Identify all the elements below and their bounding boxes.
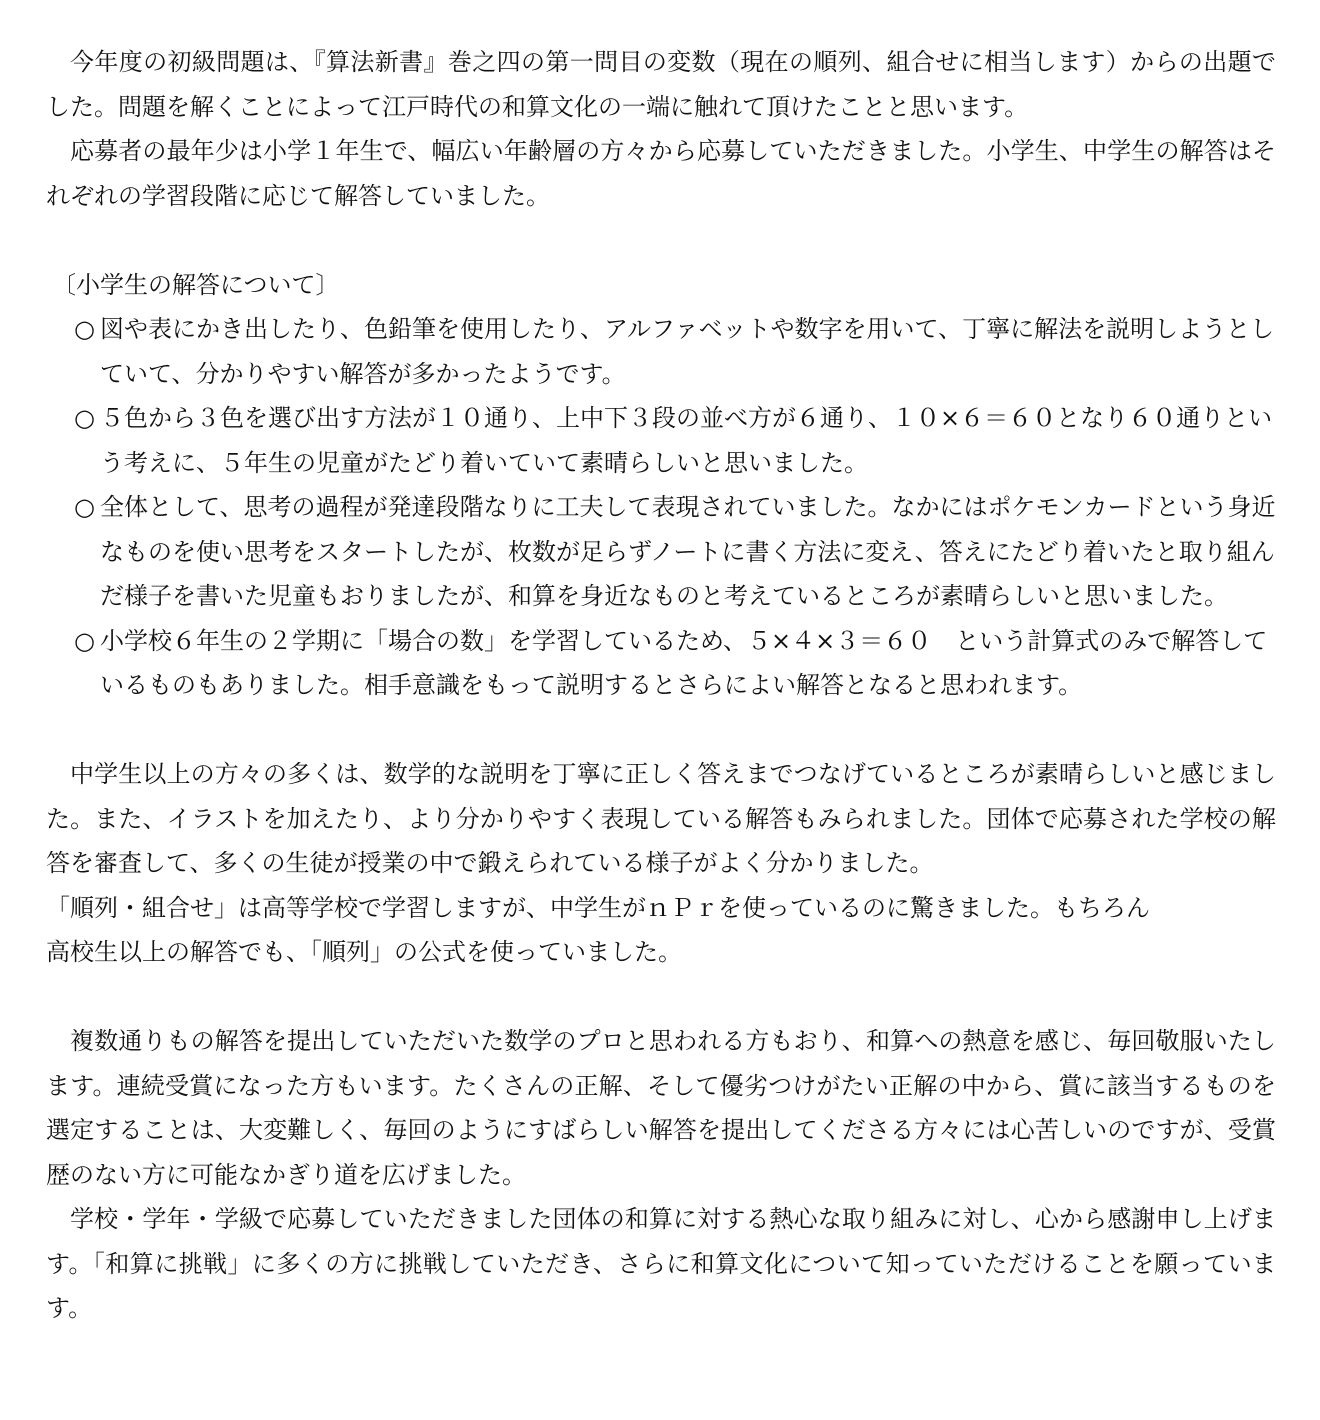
elementary-heading: 〔小学生の解答について〕	[52, 270, 340, 299]
spacer	[46, 218, 1276, 263]
elementary-section	[46, 263, 1276, 708]
closing-section	[46, 1019, 1276, 1331]
list-item-text: ５色から３色を選び出す方法が１０通り、上中下３段の並べ方が６通り、１０×６＝６０となり６０通りという考えに、５年生の児童がたどり着いていて素晴らしいと思いました。	[100, 404, 1273, 477]
closing-paragraph-2: 学校・学年・学級で応募していただきました団体の和算に対する熱心な取り組みに対し、心から感謝申し上げます。「和算に挑戦」に多くの方に挑戦していただき、さらに和算文化について知っていただけることを願っています。	[46, 1205, 1276, 1322]
middle-paragraph-2a: 「順列・組合せ」は高等学校で学習しますが、中学生がｎＰｒを使っているのに驚きました。もちろん	[46, 893, 1150, 922]
spacer	[46, 708, 1276, 753]
list-item-text: 全体として、思考の過程が発達段階なりに工夫して表現されていました。なかにはポケモンカードという身近なものを使い思考をスタートしたが、枚数が足らずノートに書く方法に変え、答えにたどり着いたと取り組んだ様子を書いた児童もおりましたが、和算を身近なものと考えているところが素晴らしいと思いました。	[100, 493, 1276, 610]
list-item-text: 図や表にかき出したり、色鉛筆を使用したり、アルファベットや数字を用いて、丁寧に解法を説明しようとしていて、分かりやすい解答が多かったようです。	[100, 315, 1275, 388]
circle-bullet-icon: ○	[74, 493, 95, 521]
circle-bullet-icon: ○	[74, 404, 95, 432]
intro-paragraph-2: 応募者の最年少は小学１年生で、幅広い年齢層の方々から応募していただきました。小学生、中学生の解答はそれぞれの学習段階に応じて解答していました。	[46, 137, 1276, 210]
circle-bullet-icon: ○	[74, 626, 95, 655]
middle-paragraph-2b: 高校生以上の解答でも、「順列」の公式を使っていました。	[46, 938, 682, 966]
intro-section	[46, 40, 1276, 218]
list-item-text: 小学校６年生の２学期に「場合の数」を学習しているため、５×４×３＝６０ という計算式のみで解答しているものもありました。相手意識をもって説明するとさらによい解答となると思われます。	[100, 626, 1268, 699]
closing-paragraph-1: 複数通りもの解答を提出していただいた数学のプロと思われる方もおり、和算への熱意を感じ、毎回敬服いたします。連続受賞になった方もいます。たくさんの正解、そして優劣つけがたい正解の中から、賞に該当するものを選定することは、大変難しく、毎回のようにすばらしい解答を提出してくださる方々には心苦しいのですが、受賞歴のない方に可能なかぎり道を広げました。	[46, 1027, 1276, 1189]
spacer	[46, 975, 1276, 1020]
elementary-list	[46, 307, 1276, 708]
list-item	[74, 619, 1276, 708]
intro-paragraph-1: 今年度の初級問題は、『算法新書』巻之四の第一問目の変数（現在の順列、組合せに相当します）からの出題でした。問題を解くことによって江戸時代の和算文化の一端に触れて頂けたことと思います。	[46, 48, 1276, 121]
middle-paragraph-1: 中学生以上の方々の多くは、数学的な説明を丁寧に正しく答えまでつなげているところが素晴らしいと感じました。また、イラストを加えたり、より分かりやすく表現している解答もみられました。団体で応募された学校の解答を審査して、多くの生徒が授業の中で鍛えられている様子がよく分かりました。	[46, 760, 1276, 877]
list-item	[74, 485, 1276, 619]
middle-section	[46, 752, 1276, 886]
circle-bullet-icon: ○	[74, 315, 95, 343]
list-item	[74, 307, 1276, 396]
list-item	[74, 396, 1276, 485]
